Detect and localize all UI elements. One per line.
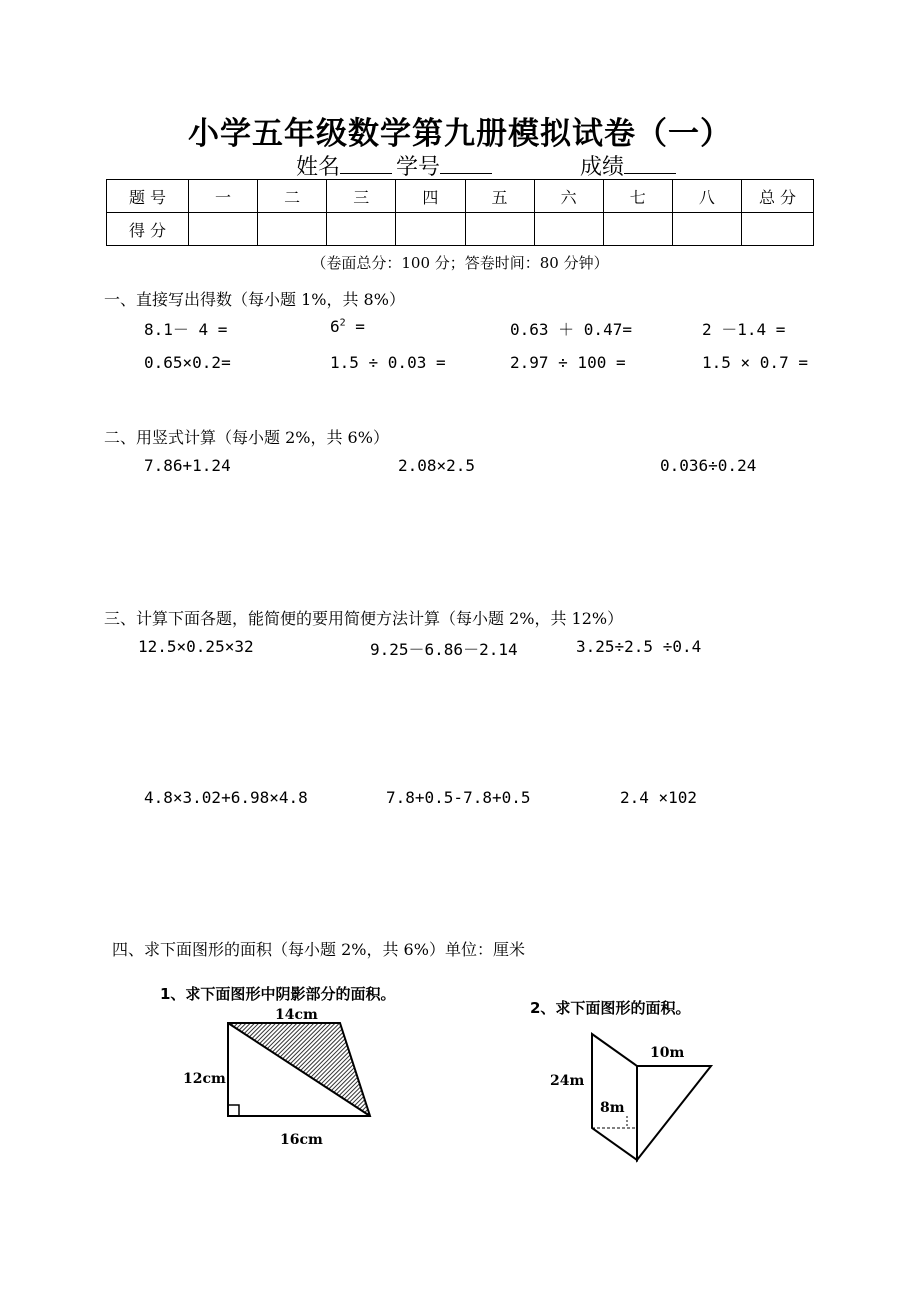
exam-note: （卷面总分：100 分；答卷时间：80 分钟）	[311, 254, 609, 272]
triangle	[637, 1066, 711, 1160]
base: 6	[330, 317, 340, 336]
problem: 1.5 ÷ 0.03 =	[330, 353, 446, 372]
header-cell: 七	[603, 180, 672, 213]
number-label: 学号	[396, 155, 441, 180]
label-top: 10m	[650, 1045, 685, 1061]
header-cell: 总 分	[742, 180, 814, 213]
page-title: 小学五年级数学第九册模拟试卷（一）	[188, 116, 732, 152]
score-label-cell: 得 分	[107, 213, 189, 246]
label-top: 14cm	[275, 1007, 318, 1023]
problem: 8.1－ 4 =	[144, 320, 228, 339]
exponent: 2	[339, 317, 346, 329]
right-angle-mark	[228, 1105, 239, 1116]
section1-heading: 一、直接写出得数（每小题 1%，共 8%）	[104, 290, 405, 309]
header-cell: 一	[189, 180, 258, 213]
problem: 2 －1.4 =	[702, 320, 786, 339]
header-cell: 八	[672, 180, 741, 213]
problem: 7.8+0.5-7.8+0.5	[386, 788, 531, 807]
suffix: =	[345, 317, 365, 336]
figure1-trapezoid	[183, 1007, 370, 1148]
problem: 9.25－6.86－2.14	[370, 640, 518, 659]
problem: 3.25÷2.5 ÷0.4	[576, 637, 702, 656]
header-cell: 二	[258, 180, 327, 213]
figure1-title: 1、求下面图形中阴影部分的面积。	[160, 985, 396, 1003]
name-label: 姓名	[296, 155, 341, 180]
problem: 2.4 ×102	[620, 788, 698, 807]
problem: 2.08×2.5	[398, 456, 476, 475]
header-cell: 六	[534, 180, 603, 213]
header-cell: 五	[465, 180, 534, 213]
header-cell: 三	[327, 180, 396, 213]
problem: 1.5 × 0.7 =	[702, 353, 808, 372]
problem: 7.86+1.24	[144, 456, 231, 475]
label-height: 8m	[600, 1100, 625, 1116]
label-bottom: 16cm	[280, 1132, 323, 1148]
section4-heading: 四、求下面图形的面积（每小题 2%，共 6%）单位：厘米	[112, 940, 525, 959]
problem: 2.97 ÷ 100 =	[510, 353, 626, 372]
problem: 0.63 ＋ 0.47=	[510, 320, 632, 339]
label-left: 12cm	[183, 1071, 226, 1087]
section3-heading: 三、计算下面各题，能简便的要用简便方法计算（每小题 2%，共 12%）	[104, 609, 624, 628]
label-left: 24m	[550, 1073, 585, 1089]
problem: 0.65×0.2=	[144, 353, 231, 372]
parallelogram	[592, 1034, 637, 1160]
section2-heading: 二、用竖式计算（每小题 2%，共 6%）	[104, 428, 389, 447]
header-cell: 四	[396, 180, 465, 213]
problem: 4.8×3.02+6.98×4.8	[144, 788, 308, 807]
grade-label: 成绩	[580, 155, 625, 180]
problem: 12.5×0.25×32	[138, 637, 254, 656]
problem: 0.036÷0.24	[660, 456, 757, 475]
figure2-title: 2、求下面图形的面积。	[530, 999, 691, 1017]
header-label-cell: 题 号	[107, 180, 189, 213]
figure2-shape	[550, 1034, 711, 1160]
